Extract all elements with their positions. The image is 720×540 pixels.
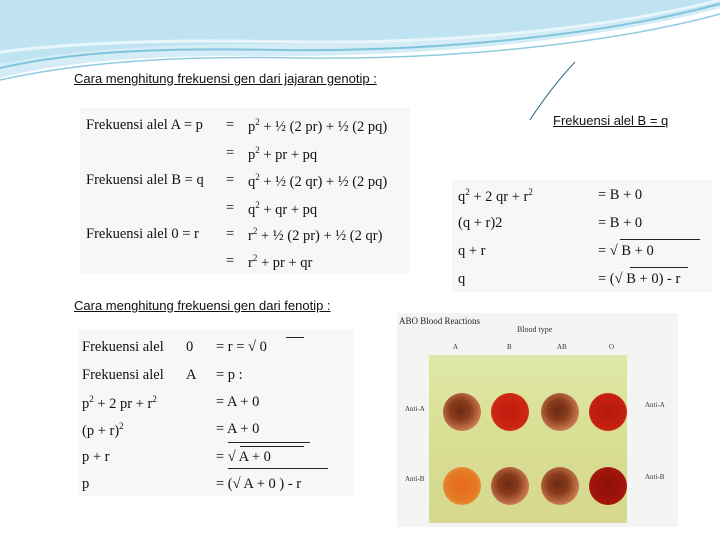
genotype-method-heading: Cara menghitung frekuensi gen dari jajaran genotip :: [74, 71, 377, 86]
allele-b-simplified: $q^2$ + qr + pq: [248, 200, 318, 218]
derivation-line-3-left: q + r: [458, 243, 486, 259]
allele-a-formula: $p^2$ + ½ (2 pr) + ½ (2 pq): [248, 117, 388, 135]
equals-sign: =: [226, 226, 235, 242]
row-label-anti-a-right: Anti-A: [645, 401, 665, 409]
allele-b-formula: $q^2$ + ½ (2 qr) + ½ (2 pq): [248, 172, 388, 190]
frequency-b-heading: Frekuensi alel B = q: [553, 113, 669, 128]
phenotype-line-2-formula: = p :: [216, 367, 243, 383]
allele-b-label: Frekuensi alel B = q: [86, 172, 204, 188]
blood-type-label: Blood type: [517, 325, 553, 334]
derivation-line-2-right: = B + 0: [598, 215, 643, 231]
derivation-line-4-left: q: [458, 271, 466, 287]
allele-a-simplified: $p^2$ + pr + pq: [248, 145, 318, 163]
column-label-b: B: [507, 343, 512, 351]
derivation-line-4-right: = (√ B + 0) - r: [598, 271, 681, 287]
well-anti-b-type-ab: [541, 467, 579, 505]
equals-sign: =: [226, 200, 235, 216]
radical-bar: [630, 267, 688, 268]
derivation-line-1-right: = B + 0: [598, 187, 643, 203]
column-label-ab: AB: [557, 343, 567, 351]
phenotype-line-1-formula: = r = √ 0: [216, 339, 267, 355]
allele-o-formula: $r^2$ + ½ (2 pr) + ½ (2 qr): [248, 226, 383, 244]
reaction-plate: [429, 355, 627, 523]
phenotype-line-1-allele: 0: [186, 339, 194, 355]
equals-sign: =: [226, 117, 235, 133]
allele-o-simplified: $r^2$ + pr + qr: [248, 253, 313, 271]
phenotype-line-4-left: $(p + r)^2$: [82, 421, 124, 439]
derivation-line-1-left: $q^2 + 2$ qr + $r^2$: [458, 187, 533, 205]
allele-o-label: Frekuensi alel 0 = r: [86, 226, 199, 242]
radical-bar: [286, 337, 304, 338]
row-label-anti-b-right: Anti-B: [645, 473, 665, 481]
phenotype-line-2-label: Frekuensi alel: [82, 367, 164, 383]
genotype-formula-panel: [80, 108, 410, 274]
well-anti-a-type-b: [491, 393, 529, 431]
equals-sign: =: [226, 145, 235, 161]
phenotype-line-6-left: p: [82, 476, 90, 492]
row-label-anti-b-left: Anti-B: [405, 475, 425, 483]
radical-bar: [620, 239, 700, 240]
well-anti-a-type-ab: [541, 393, 579, 431]
fraction-bar: [228, 468, 328, 469]
allele-b-derivation-panel: [452, 180, 712, 292]
column-label-o: O: [609, 343, 615, 351]
equals-sign: =: [226, 172, 235, 188]
phenotype-line-2-allele: A: [186, 367, 197, 383]
well-anti-a-type-a: [443, 393, 481, 431]
allele-a-label: Frekuensi alel A = p: [86, 117, 203, 133]
phenotype-line-5-right: = √ A + 0: [216, 449, 271, 465]
well-anti-b-type-a: [443, 467, 481, 505]
derivation-line-3-right: = √ B + 0: [598, 243, 654, 259]
phenotype-formula-panel: [78, 330, 354, 496]
row-label-anti-a-left: Anti-A: [405, 405, 425, 413]
photo-title: ABO Blood Reactions: [399, 316, 480, 326]
column-label-a: A: [453, 343, 459, 351]
well-anti-b-type-o: [589, 467, 627, 505]
phenotype-line-1-label: Frekuensi alel: [82, 339, 164, 355]
phenotype-line-6-right: = (√ A + 0 ) - r: [216, 476, 302, 492]
phenotype-line-3-right: = A + 0: [216, 394, 260, 410]
derivation-line-2-left: (q + r)2: [458, 215, 503, 231]
equals-sign: =: [226, 253, 235, 269]
phenotype-line-4-right: = A + 0: [216, 421, 260, 437]
radical-bar: [240, 446, 304, 447]
phenotype-line-5-left: p + r: [82, 449, 110, 465]
fraction-bar: [228, 442, 310, 443]
abo-blood-reactions-photo: [397, 313, 678, 527]
phenotype-line-3-left: $p^2 + 2$ pr + $r^2$: [82, 394, 157, 412]
well-anti-b-type-b: [491, 467, 529, 505]
header-wave-decoration: [0, 0, 720, 120]
well-anti-a-type-o: [589, 393, 627, 431]
phenotype-method-heading: Cara menghitung frekuensi gen dari fenotip :: [74, 298, 331, 313]
